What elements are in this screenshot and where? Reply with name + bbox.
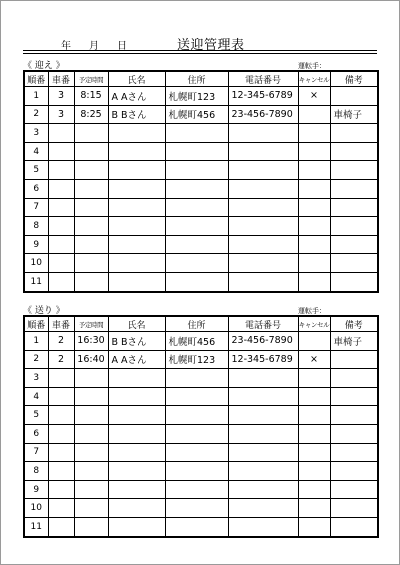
address-cell[interactable] [165,406,228,425]
phone-cell[interactable] [228,179,298,198]
name-cell[interactable] [108,272,165,291]
address-cell[interactable] [165,161,228,180]
order-cell[interactable]: 9 [24,235,48,254]
table-row [24,124,378,143]
address-cell[interactable]: 札幌町123 [165,87,228,106]
table-row [24,443,378,462]
phone-cell[interactable] [228,424,298,443]
address-cell[interactable] [165,235,228,254]
day-label: 日 [117,41,127,52]
phone-cell[interactable] [228,406,298,425]
order-cell[interactable]: 11 [24,517,48,536]
time-cell[interactable] [74,480,108,499]
address-cell[interactable] [165,517,228,536]
car-cell[interactable]: 2 [48,332,74,351]
note-cell[interactable] [330,369,378,388]
address-cell[interactable]: 札幌町123 [165,350,228,369]
col-header-phone: 電話番号 [228,71,298,87]
time-cell[interactable] [74,142,108,161]
order-cell[interactable]: 4 [24,387,48,406]
table-row [24,424,378,443]
time-cell[interactable]: 8:15 [74,87,108,106]
car-cell[interactable] [48,424,74,443]
phone-cell[interactable]: 12-345-6789 [228,350,298,369]
col-header-time: 予定時間 [74,316,108,332]
note-cell[interactable]: 車椅子 [330,332,378,351]
order-cell[interactable]: 5 [24,161,48,180]
col-header-name: 氏名 [108,71,165,87]
note-cell[interactable] [330,443,378,462]
cancel-cell[interactable] [298,462,330,481]
note-cell[interactable] [330,387,378,406]
address-cell[interactable]: 札幌町456 [165,105,228,124]
time-cell[interactable] [74,499,108,518]
time-cell[interactable] [74,235,108,254]
phone-cell[interactable] [228,499,298,518]
address-cell[interactable] [165,142,228,161]
order-cell[interactable]: 11 [24,272,48,291]
order-cell[interactable]: 7 [24,198,48,217]
col-header-name: 氏名 [108,316,165,332]
note-cell[interactable] [330,179,378,198]
order-cell[interactable]: 1 [24,87,48,106]
car-cell[interactable] [48,517,74,536]
note-cell[interactable] [330,462,378,481]
order-cell[interactable]: 6 [24,424,48,443]
address-cell[interactable] [165,198,228,217]
name-cell[interactable] [108,387,165,406]
note-cell[interactable] [330,161,378,180]
table-row [24,369,378,388]
car-cell[interactable] [48,179,74,198]
cancel-cell[interactable] [298,198,330,217]
col-header-cancel: キャンセル [298,316,330,332]
note-cell[interactable]: 車椅子 [330,105,378,124]
table-row [24,480,378,499]
phone-cell[interactable] [228,142,298,161]
address-cell[interactable] [165,254,228,273]
phone-cell[interactable] [228,369,298,388]
order-cell[interactable]: 8 [24,462,48,481]
address-cell[interactable] [165,369,228,388]
pickup-driver-label: 運転手： [298,62,326,70]
time-cell[interactable] [74,124,108,143]
cancel-cell[interactable] [298,161,330,180]
car-cell[interactable]: 3 [48,105,74,124]
table-row [24,161,378,180]
car-cell[interactable] [48,369,74,388]
name-cell[interactable] [108,161,165,180]
phone-cell[interactable] [228,124,298,143]
cancel-cell[interactable] [298,272,330,291]
phone-cell[interactable] [228,387,298,406]
car-cell[interactable]: 3 [48,87,74,106]
table-row [24,350,378,369]
address-cell[interactable] [165,499,228,518]
table-row [24,87,378,106]
cancel-cell[interactable] [298,517,330,536]
note-cell[interactable] [330,517,378,536]
cancel-cell[interactable] [298,369,330,388]
note-cell[interactable] [330,424,378,443]
cancel-cell[interactable] [298,217,330,236]
cancel-cell[interactable] [298,424,330,443]
cancel-cell[interactable] [298,142,330,161]
pickup-section-label: 《 迎え 》 [23,61,65,71]
phone-cell[interactable] [228,480,298,499]
cancel-cell[interactable] [298,124,330,143]
table-row [24,198,378,217]
phone-cell[interactable] [228,235,298,254]
pickup-header-row [24,71,378,87]
address-cell[interactable] [165,424,228,443]
phone-cell[interactable]: 23-456-7890 [228,332,298,351]
phone-cell[interactable] [228,462,298,481]
car-cell[interactable] [48,217,74,236]
car-cell[interactable] [48,235,74,254]
col-header-phone: 電話番号 [228,316,298,332]
name-cell[interactable]: B Bさん [108,105,165,124]
dropoff-driver-label: 運転手： [298,307,326,315]
address-cell[interactable] [165,462,228,481]
time-cell[interactable]: 16:40 [74,350,108,369]
time-cell[interactable] [74,179,108,198]
address-cell[interactable] [165,179,228,198]
car-cell[interactable] [48,462,74,481]
order-cell[interactable]: 10 [24,499,48,518]
name-cell[interactable] [108,462,165,481]
address-cell[interactable] [165,387,228,406]
time-cell[interactable] [74,369,108,388]
note-cell[interactable] [330,235,378,254]
col-header-address: 住所 [165,71,228,87]
car-cell[interactable] [48,272,74,291]
note-cell[interactable] [330,480,378,499]
car-cell[interactable] [48,161,74,180]
car-cell[interactable] [48,443,74,462]
time-cell[interactable] [74,424,108,443]
col-header-time: 予定時間 [74,71,108,87]
form-title: 送迎管理表 [177,38,245,53]
name-cell[interactable] [108,179,165,198]
order-cell[interactable]: 6 [24,179,48,198]
col-header-note: 備考 [330,71,378,87]
order-cell[interactable]: 3 [24,124,48,143]
time-cell[interactable] [74,406,108,425]
name-cell[interactable]: A Aさん [108,350,165,369]
cancel-cell[interactable] [298,443,330,462]
col-header-order: 順番 [24,316,48,332]
phone-cell[interactable]: 12-345-6789 [228,87,298,106]
cancel-cell[interactable] [298,406,330,425]
pickup-table [23,70,379,293]
note-cell[interactable] [330,406,378,425]
name-cell[interactable]: A Aさん [108,87,165,106]
header-rule-bottom [23,53,377,54]
order-cell[interactable]: 7 [24,443,48,462]
phone-cell[interactable] [228,217,298,236]
col-header-cancel: キャンセル [298,71,330,87]
phone-cell[interactable] [228,272,298,291]
time-cell[interactable]: 8:25 [74,105,108,124]
address-cell[interactable]: 札幌町456 [165,332,228,351]
order-cell[interactable]: 3 [24,369,48,388]
cancel-cell[interactable] [298,499,330,518]
time-cell[interactable] [74,161,108,180]
cancel-cell[interactable] [298,254,330,273]
cancel-cell[interactable] [298,105,330,124]
dropoff-header-row [24,316,378,332]
table-row [24,332,378,351]
table-row [24,105,378,124]
time-cell[interactable] [74,387,108,406]
time-cell[interactable] [74,217,108,236]
col-header-car: 車番 [48,71,74,87]
car-cell[interactable] [48,198,74,217]
car-cell[interactable] [48,124,74,143]
table-row [24,462,378,481]
address-cell[interactable] [165,480,228,499]
address-cell[interactable] [165,443,228,462]
table-row [24,406,378,425]
name-cell[interactable]: B Bさん [108,332,165,351]
car-cell[interactable]: 2 [48,350,74,369]
time-cell[interactable] [74,443,108,462]
note-cell[interactable] [330,254,378,273]
name-cell[interactable] [108,254,165,273]
order-cell[interactable]: 10 [24,254,48,273]
name-cell[interactable] [108,443,165,462]
address-cell[interactable] [165,217,228,236]
name-cell[interactable] [108,480,165,499]
time-cell[interactable] [74,462,108,481]
cancel-cell[interactable] [298,480,330,499]
table-row [24,254,378,273]
table-row [24,499,378,518]
name-cell[interactable] [108,369,165,388]
order-cell[interactable]: 1 [24,332,48,351]
phone-cell[interactable] [228,443,298,462]
phone-cell[interactable]: 23-456-7890 [228,105,298,124]
name-cell[interactable] [108,217,165,236]
car-cell[interactable] [48,480,74,499]
car-cell[interactable] [48,254,74,273]
time-cell[interactable] [74,272,108,291]
month-label: 月 [89,41,99,52]
address-cell[interactable] [165,124,228,143]
car-cell[interactable] [48,499,74,518]
order-cell[interactable]: 5 [24,406,48,425]
col-header-address: 住所 [165,316,228,332]
time-cell[interactable] [74,254,108,273]
name-cell[interactable] [108,499,165,518]
order-cell[interactable]: 8 [24,217,48,236]
car-cell[interactable] [48,142,74,161]
note-cell[interactable] [330,499,378,518]
note-cell[interactable] [330,142,378,161]
name-cell[interactable] [108,142,165,161]
col-header-note: 備考 [330,316,378,332]
name-cell[interactable] [108,235,165,254]
table-row [24,235,378,254]
note-cell[interactable] [330,350,378,369]
address-cell[interactable] [165,272,228,291]
note-cell[interactable] [330,217,378,236]
phone-cell[interactable] [228,254,298,273]
dropoff-section-label: 《 送り 》 [23,306,65,316]
table-row [24,179,378,198]
car-cell[interactable] [48,387,74,406]
time-cell[interactable] [74,517,108,536]
cancel-cell[interactable]: × [298,87,330,106]
col-header-car: 車番 [48,316,74,332]
cancel-cell[interactable] [298,387,330,406]
cancel-cell[interactable] [298,332,330,351]
note-cell[interactable] [330,272,378,291]
order-cell[interactable]: 4 [24,142,48,161]
year-label: 年 [61,41,71,52]
table-row [24,517,378,536]
order-cell[interactable]: 2 [24,350,48,369]
cancel-cell[interactable] [298,179,330,198]
header-rule-top [23,50,377,51]
name-cell[interactable] [108,406,165,425]
cancel-cell[interactable] [298,235,330,254]
table-row [24,272,378,291]
time-cell[interactable]: 16:30 [74,332,108,351]
table-row [24,142,378,161]
name-cell[interactable] [108,517,165,536]
car-cell[interactable] [48,406,74,425]
note-cell[interactable] [330,124,378,143]
name-cell[interactable] [108,424,165,443]
note-cell[interactable] [330,87,378,106]
order-cell[interactable]: 9 [24,480,48,499]
table-row [24,387,378,406]
order-cell[interactable]: 2 [24,105,48,124]
phone-cell[interactable] [228,161,298,180]
table-row [24,217,378,236]
phone-cell[interactable] [228,517,298,536]
dropoff-table [23,315,379,538]
name-cell[interactable] [108,124,165,143]
name-cell[interactable] [108,198,165,217]
cancel-cell[interactable]: × [298,350,330,369]
note-cell[interactable] [330,198,378,217]
time-cell[interactable] [74,198,108,217]
col-header-order: 順番 [24,71,48,87]
phone-cell[interactable] [228,198,298,217]
